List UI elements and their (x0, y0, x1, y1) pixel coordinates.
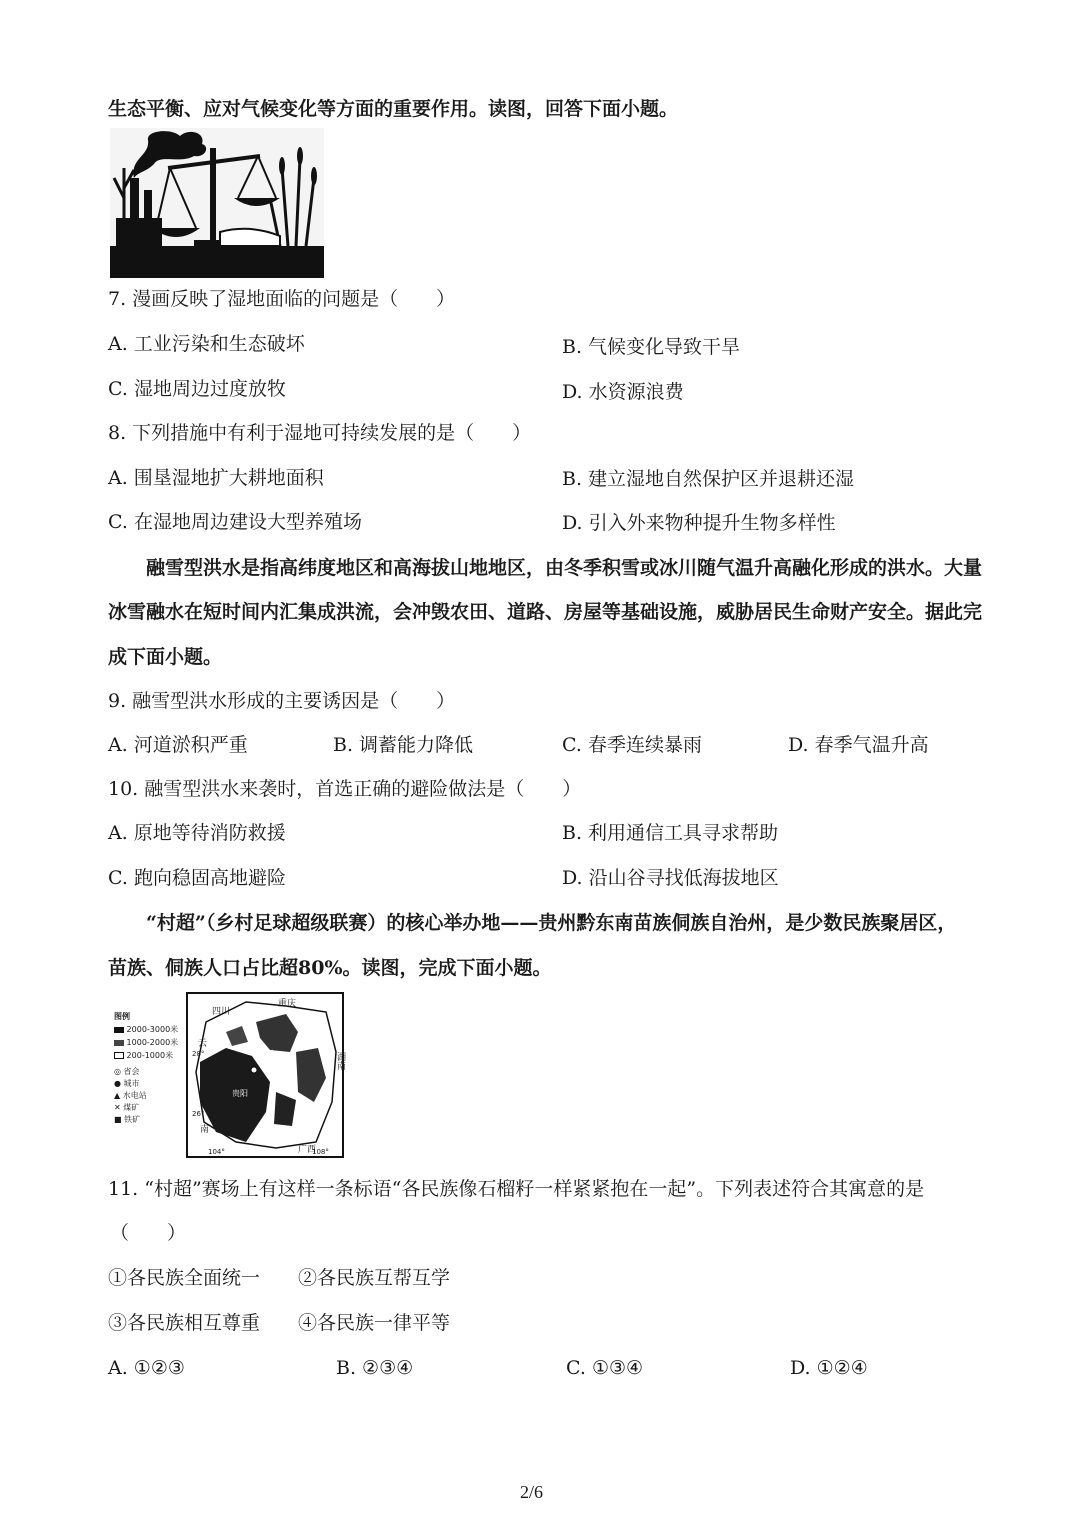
q11-statement-3: ③各民族相互尊重 (108, 1312, 261, 1334)
map-lat-26: 26° (192, 1110, 205, 1118)
cartoon-illustration (110, 128, 324, 278)
q10-option-b: B. 利用通信工具寻求帮助 (562, 822, 779, 844)
legend-iron: 铁矿 (124, 1115, 141, 1124)
q11-option-a: A. ①②③ (108, 1357, 185, 1379)
legend-swatch-mid (114, 1040, 124, 1046)
flood-passage-line1: 融雪型洪水是指高纬度地区和高海拔山地地区，由冬季积雪或冰川随气温升高融化形成的洪水。大量 (146, 557, 983, 579)
map-lon-108: 108° (312, 1148, 329, 1156)
map-label-zunyi: 遵义 (258, 1049, 274, 1058)
q11-stem-line2: （ ） (110, 1222, 187, 1244)
q8-option-b: B. 建立湿地自然保护区并退耕还湿 (562, 468, 855, 490)
flood-passage-line2: 冰雪融水在短时间内汇集成洪流，会冲毁农田、道路、房屋等基础设施，威胁居民生命财产安全。据此完 (108, 601, 983, 623)
map-legend: 图例 2000-3000米 1000-2000米 200-1000米 ◎ 省会 ● 城市 ▲ 水电站 ✕ 煤矿 ■ 铁矿 (114, 1012, 179, 1124)
q8-stem: 8. 下列措施中有利于湿地可持续发展的是（ ） (108, 422, 532, 444)
q9-option-c: C. 春季连续暴雨 (562, 734, 702, 756)
q9-option-b: B. 调蓄能力降低 (333, 734, 474, 756)
q11-option-b: B. ②③④ (336, 1357, 414, 1379)
map-label-yun: 云 (198, 1039, 208, 1049)
q7-option-d: D. 水资源浪费 (562, 381, 684, 403)
map-lon-104: 104° (208, 1148, 225, 1156)
legend-low: 200-1000米 (126, 1051, 174, 1060)
q7-option-b: B. 气候变化导致干旱 (562, 336, 741, 358)
q8-option-a: A. 围垦湿地扩大耕地面积 (108, 467, 324, 489)
guizhou-map-figure (108, 992, 348, 1160)
q9-option-d: D. 春季气温升高 (788, 734, 929, 756)
q7-stem: 7. 漫画反映了湿地面临的问题是（ ） (108, 288, 456, 310)
legend-mid: 1000-2000米 (126, 1038, 179, 1047)
cunchao-passage-line1: “村超”（乡村足球超级联赛）的核心举办地——贵州黔东南苗族侗族自治州，是少数民族聚居区， (146, 912, 957, 934)
map-label-guiyang: 贵阳 (232, 1089, 248, 1098)
q11-stem-line1: 11. “村超”赛场上有这样一条标语“各民族像石榴籽一样紧紧抱在一起”。下列表述符合其寓意的是 (108, 1178, 925, 1200)
legend-capital: 省会 (123, 1067, 140, 1076)
flood-passage-line3: 成下面小题。 (108, 646, 223, 668)
q8-option-c: C. 在湿地周边建设大型养殖场 (108, 511, 362, 533)
legend-coal: 煤矿 (123, 1103, 140, 1112)
q9-option-a: A. 河道淤积严重 (108, 734, 248, 756)
map-label-sichuan: 四川 (212, 1007, 231, 1017)
q7-option-c: C. 湿地周边过度放牧 (108, 378, 286, 400)
q11-statement-2: ②各民族互帮互学 (298, 1267, 451, 1289)
map-label-guangxi: 广西 (298, 1145, 317, 1155)
q11-statement-1: ①各民族全面统一 (108, 1267, 261, 1289)
legend-city: 城市 (123, 1079, 140, 1088)
map-label-nan: 南 (200, 1125, 210, 1135)
wetland-passage-line: 生态平衡、应对气候变化等方面的重要作用。读图，回答下面小题。 (108, 98, 679, 120)
legend-swatch-high (114, 1027, 124, 1033)
map-label-chongqing: 重庆 (278, 999, 297, 1009)
q10-option-a: A. 原地等待消防救援 (108, 822, 286, 844)
q8-option-d: D. 引入外来物种提升生物多样性 (562, 512, 836, 534)
map-label-hunan: 湖南 (335, 1052, 345, 1070)
map-lat-28: 28° (192, 1050, 205, 1058)
q11-option-d: D. ①②④ (790, 1357, 868, 1379)
map-legend-title: 图例 (114, 1012, 130, 1021)
legend-hydro: 水电站 (122, 1091, 147, 1100)
q11-option-c: C. ①③④ (566, 1357, 644, 1379)
legend-high: 2000-3000米 (126, 1025, 179, 1034)
guizhou-terrain-map (186, 992, 346, 1158)
legend-swatch-low (114, 1052, 124, 1059)
q11-statement-4: ④各民族一律平等 (298, 1312, 451, 1334)
q9-stem: 9. 融雪型洪水形成的主要诱因是（ ） (108, 690, 456, 712)
q10-option-c: C. 跑向稳固高地避险 (108, 867, 286, 889)
q10-option-d: D. 沿山谷寻找低海拔地区 (562, 867, 779, 889)
q7-option-a: A. 工业污染和生态破坏 (108, 333, 305, 355)
page-number: 2/6 (520, 1482, 544, 1502)
q10-stem: 10. 融雪型洪水来袭时，首选正确的避险做法是（ ） (108, 778, 582, 800)
wetland-cartoon-figure (110, 128, 324, 278)
cunchao-passage-line2: 苗族、侗族人口占比超80%。读图，完成下面小题。 (108, 957, 552, 979)
